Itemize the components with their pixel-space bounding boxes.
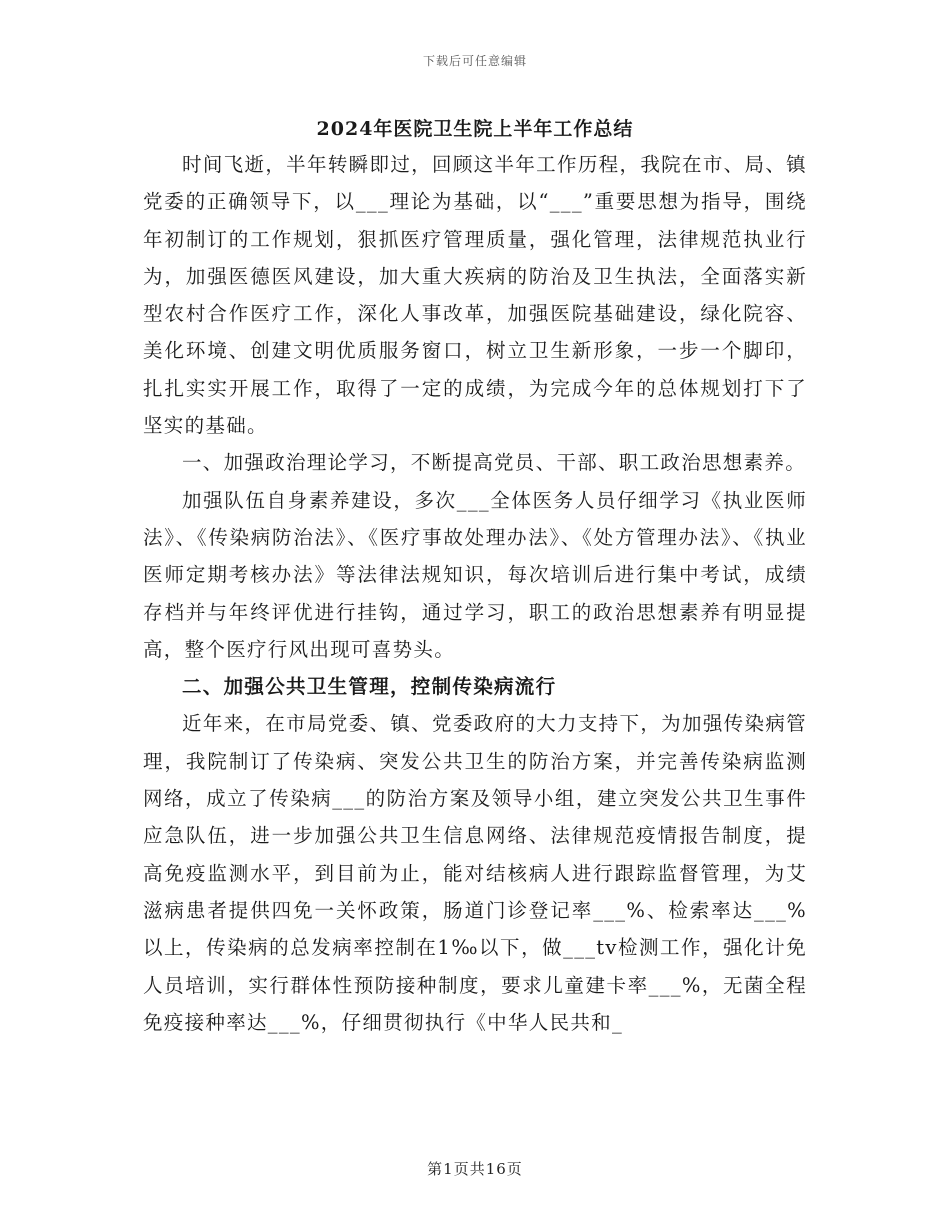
document-body (143, 146, 807, 1041)
page-header-note: 下载后可任意编辑 (422, 54, 527, 68)
section-1-heading: 一、加强政治理论学习，不断提高党员、干部、职工政治思想素养。 (182, 451, 807, 475)
document-title: 2024年医院卫生院上半年工作总结 (316, 118, 634, 140)
section-1-paragraph: 加强队伍自身素养建设，多次___全体医务人员仔细学习《执业医师法》、《传染病防治法》、《医疗事故处理办法》、《处方管理办法》、《执业医师定期考核办法》等法律法规知识，每次培训后进行集中考试，成绩存档并与年终评优进行挂钩，通过学习，职工的政治思想素养有明显提高，整个医疗行风出现可喜势头。 (143, 488, 807, 661)
section-2-paragraph: 近年来，在市局党委、镇、党委政府的大力支持下，为加强传染病管理，我院制订了传染病、突发公共卫生的防治方案，并完善传染病监测网络，成立了传染病___的防治方案及领导小组，建立突发公共卫生事件应急队伍，进一步加强公共卫生信息网络、法律规范疫情报告制度，提高免疫监测水平，到目前为止，能对结核病人进行跟踪监督管理，为艾滋病患者提供四免一关怀政策，肠道门诊登记率___%、检索率达___%以上，传染病的总发病率控制在1‰以下，做___tv检测工作，强化计免人员培训，实行群体性预防接种制度，要求儿童建卡率___%，无菌全程免疫接种率达___%，仔细贯彻执行《中华人民共和_ (143, 712, 807, 1034)
intro-paragraph: 时间飞逝，半年转瞬即过，回顾这半年工作历程，我院在市、局、镇党委的正确领导下，以___理论为基础，以“___”重要思想为指导，围绕年初制订的工作规划，狠抓医疗管理质量，强化管理，法律规范执业行为，加强医德医风建设，加大重大疾病的防治及卫生执法，全面落实新型农村合作医疗工作，深化人事改革，加强医院基础建设，绿化院容、美化环境、创建文明优质服务窗口，树立卫生新形象，一步一个脚印，扎扎实实开展工作，取得了一定的成绩，为完成今年的总体规划打下了坚实的基础。 (143, 153, 807, 438)
section-2-heading: 二、加强公共卫生管理，控制传染病流行 (182, 675, 557, 699)
page-number: 第1页共16页 (427, 1160, 523, 1178)
